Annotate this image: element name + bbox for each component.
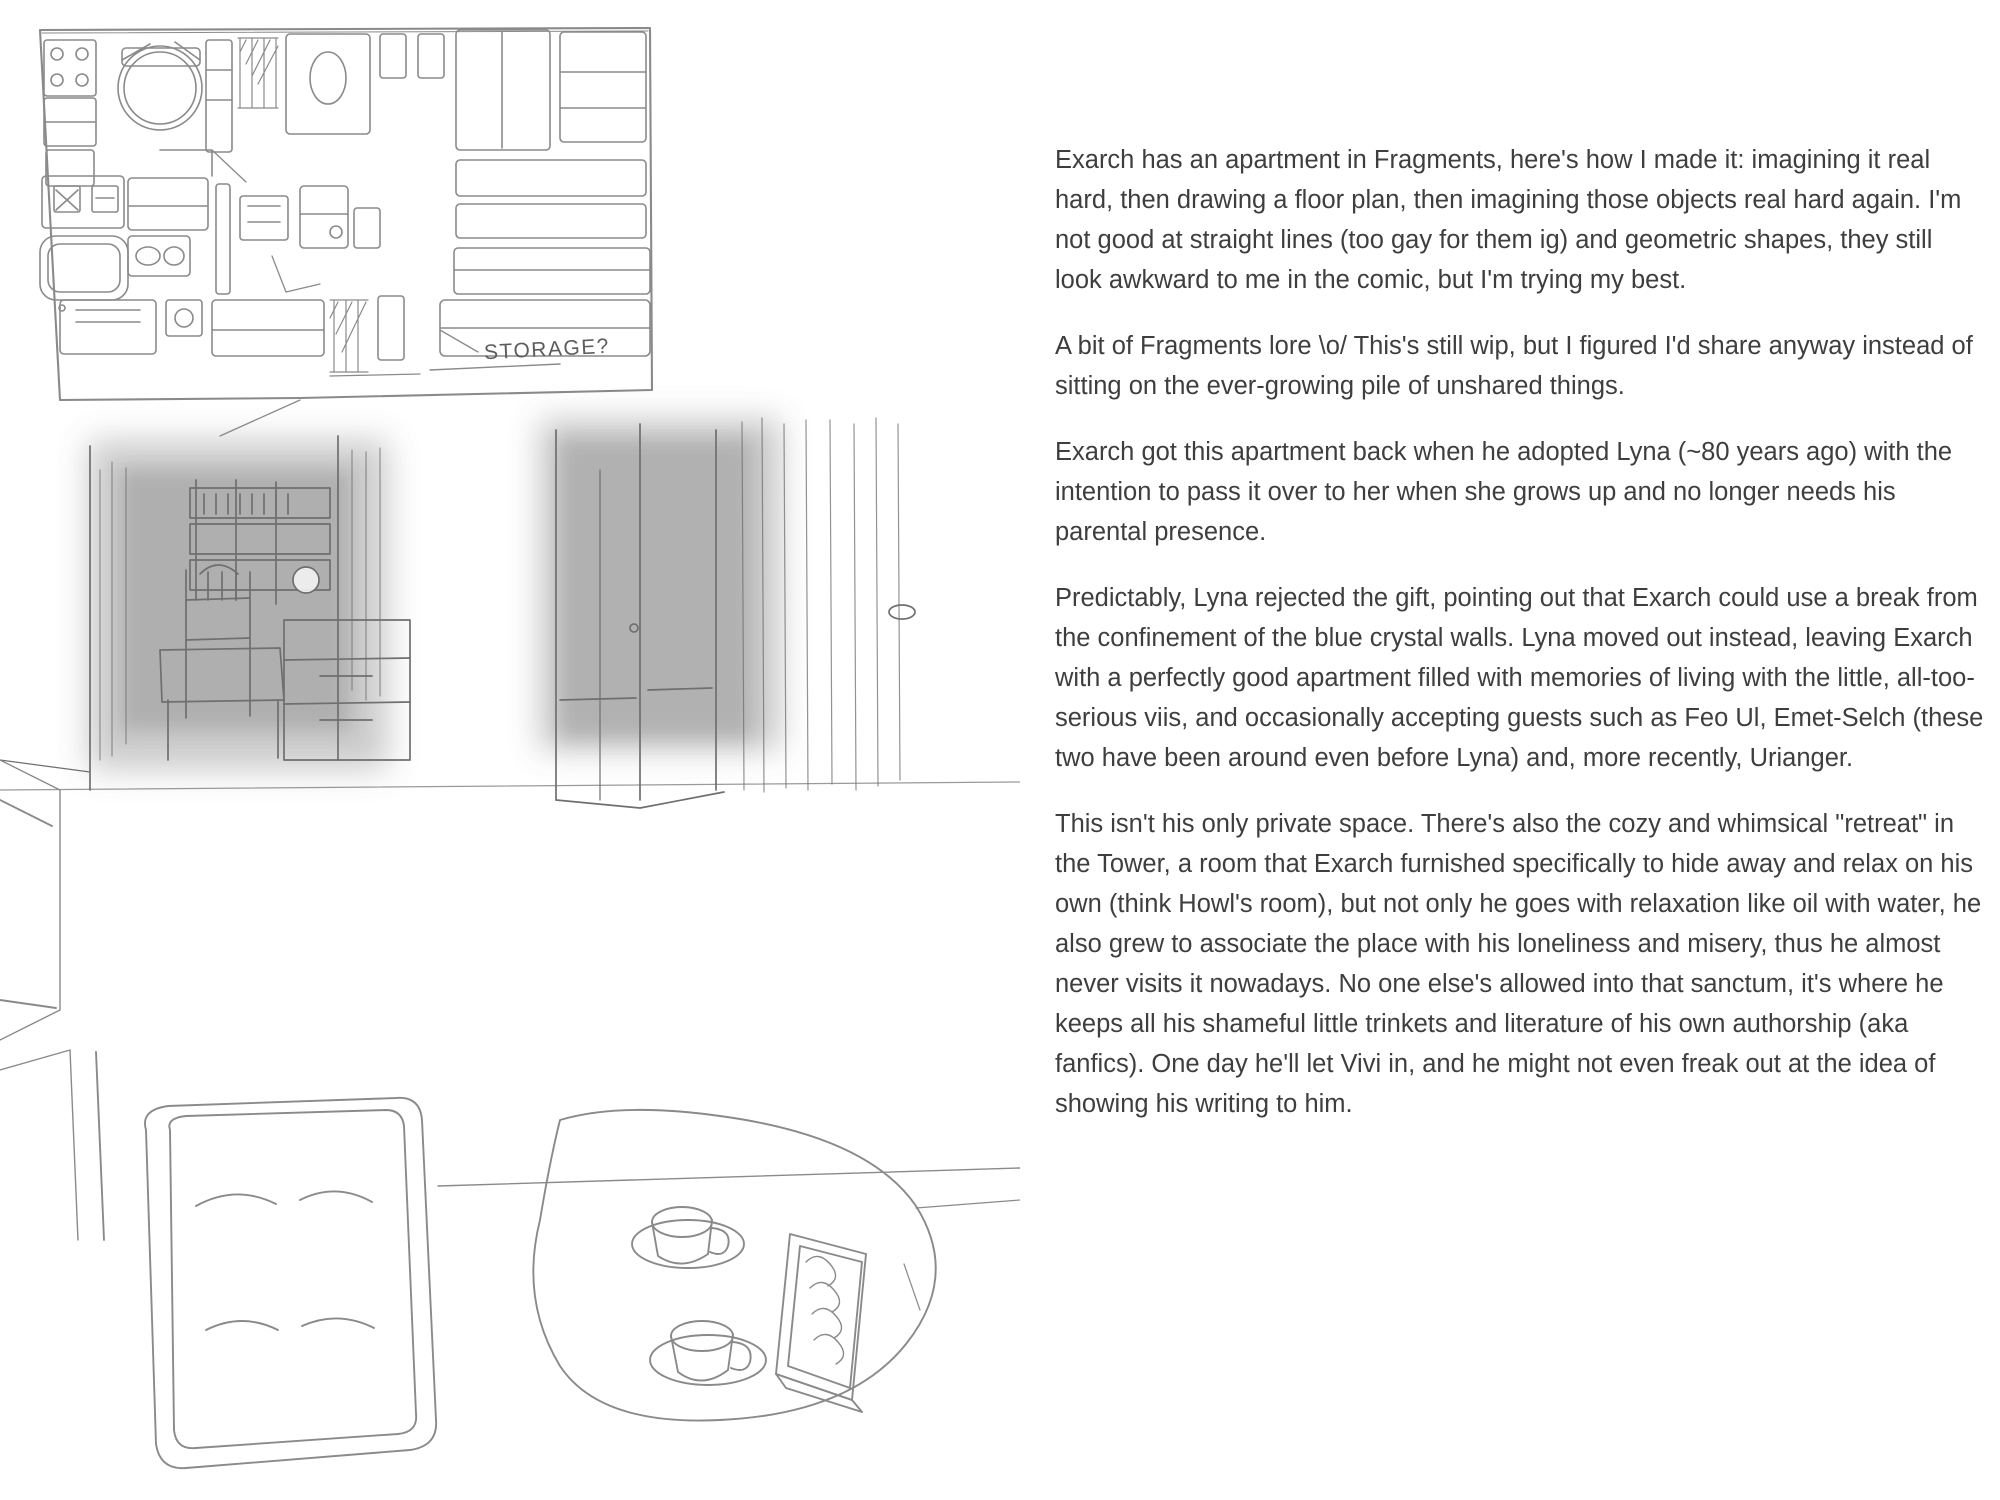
- paragraph-3: Exarch got this apartment back when he adopted Lyna (~80 years ago) with the intention to pass it over to her when she grows up and no longer needs his parental presence.: [1055, 438, 1953, 546]
- article-text-column: [1055, 140, 1985, 1124]
- storage-annotation: STORAGE?: [483, 334, 611, 365]
- paragraph-5: This isn't his only private space. There's also the cozy and whimsical "retreat" in the Tower, a room that Exarch furnished specifically to hide away and relax on his own (think Howl's room), but not only he goes with relaxation like oil with water, he also grew to associate the place with his loneliness and misery, thus he almost never visits it nowadays. No one else's allowed into that sanctum, it's where he keeps all his shameful little trinkets and literature of his own authorship (aka fanfics). One day he'll let Vivi in, and he might not even freak out at the idea of showing his writing to him.: [1055, 810, 1982, 1118]
- paragraph-1: Exarch has an apartment in Fragments, here's how I made it: imagining it real hard, then drawing a floor plan, then imagining those objects real hard again. I'm not good at straight lines (too gay for them ig) and geometric shapes, they still look awkward to me in the comic, but I'm trying my best.: [1055, 146, 1962, 294]
- paragraph-4: Predictably, Lyna rejected the gift, pointing out that Exarch could use a break from the confinement of the blue crystal walls. Lyna moved out instead, leaving Exarch with a perfectly good apartment filled with memories of living with the little, all-too-serious viis, and occasionally accepting guests such as Feo Ul, Emet-Selch (these two have been around even before Lyna) and, more recently, Urianger.: [1055, 584, 1984, 772]
- paragraph-2: A bit of Fragments lore \o/ This's still wip, but I figured I'd share anyway instead of sitting on the ever-growing pile of unshared things.: [1055, 332, 1973, 400]
